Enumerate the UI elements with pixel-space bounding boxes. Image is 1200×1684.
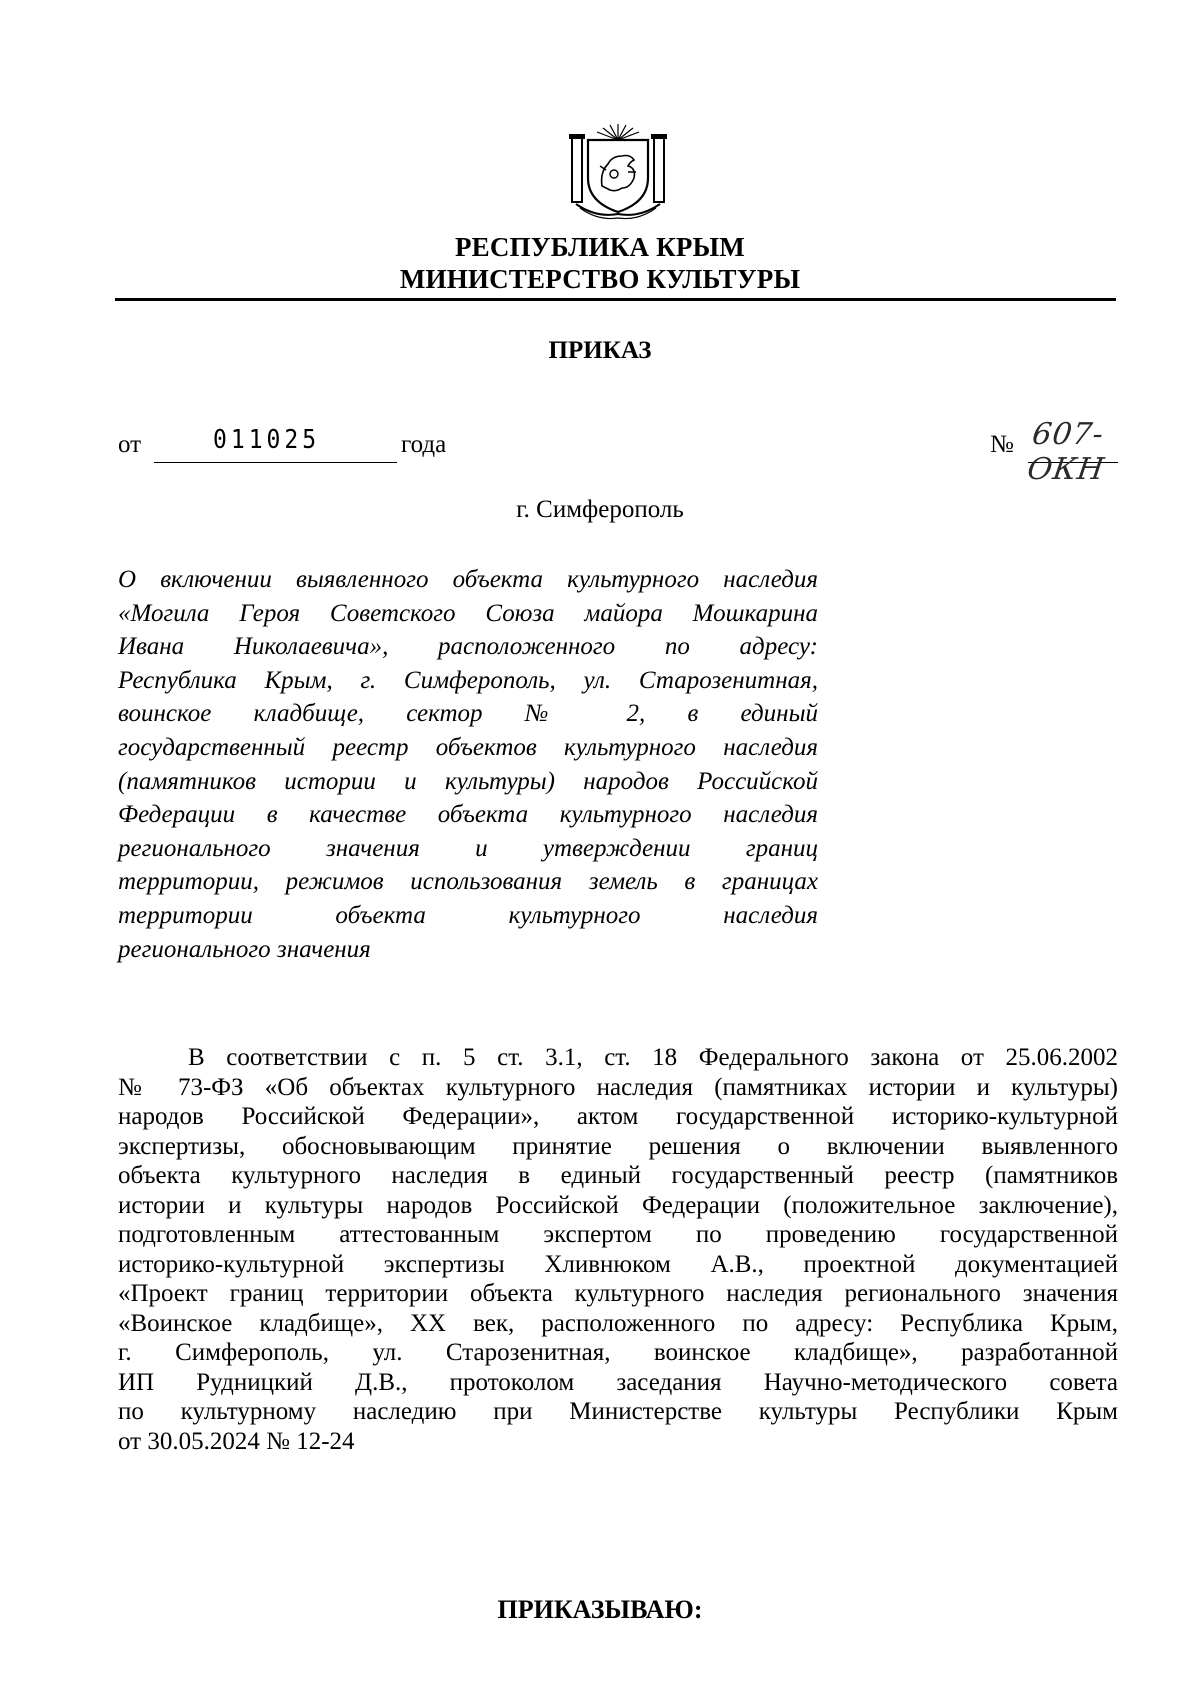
body-line: истории и культуры народов Российской Федерации (положительное заключение), bbox=[118, 1191, 1118, 1219]
order-date-stamp: 011025 bbox=[213, 425, 321, 455]
header-divider bbox=[115, 298, 1116, 301]
body-line: историко-культурной экспертизы Хливнюком А.В., проектной документацией bbox=[118, 1250, 1118, 1278]
body-line: от 30.05.2024 № 12-24 bbox=[118, 1427, 355, 1455]
subject-line: «Могила Героя Советского Союза майора Мошкарина bbox=[118, 599, 818, 627]
body-line: подготовленным аттестованным экспертом по проведению государственной bbox=[118, 1221, 1118, 1248]
preamble-paragraph bbox=[118, 1043, 1118, 1456]
body-line: «Проект границ территории объекта культурного наследия регионального значения bbox=[118, 1280, 1118, 1307]
date-underline bbox=[154, 462, 397, 463]
order-subject bbox=[118, 563, 818, 966]
ministry-heading: МИНИСТЕРСТВО КУЛЬТУРЫ bbox=[399, 264, 801, 294]
republic-heading: РЕСПУБЛИКА КРЫМ bbox=[454, 232, 745, 262]
subject-line: Республика Крым, г. Симферополь, ул. Старозенитная, bbox=[118, 666, 818, 694]
order-number-handwritten: 607-ОКН bbox=[1025, 417, 1107, 487]
subject-line: Ивана Николаевича», расположенного по адресу: bbox=[118, 633, 818, 661]
order-number-row bbox=[990, 417, 1170, 487]
body-line: по культурному наследию при Министерстве культуры Республики Крым bbox=[118, 1398, 1118, 1425]
subject-line: территории объекта культурного наследия bbox=[118, 901, 818, 929]
subject-line: (памятников истории и культуры) народов Российской bbox=[118, 767, 818, 795]
date-prefix: от bbox=[118, 431, 142, 458]
body-line: г. Симферополь, ул. Старозенитная, воинское кладбище», разработанной bbox=[118, 1339, 1118, 1366]
city-line: г. Симферополь bbox=[516, 496, 684, 523]
body-line: объекта культурного наследия в единый государственный реестр (памятников bbox=[118, 1162, 1118, 1189]
subject-line: регионального значения и утверждении границ bbox=[118, 834, 818, 862]
body-line: В соответствии с п. 5 ст. 3.1, ст. 18 Федерального закона от 25.06.2002 bbox=[188, 1044, 1118, 1071]
subject-line: регионального значения bbox=[118, 935, 371, 963]
body-line: экспертизы, обосновывающим принятие решения о включении выявленного bbox=[118, 1132, 1118, 1160]
date-suffix: года bbox=[401, 431, 447, 458]
number-sign: № bbox=[990, 431, 1014, 458]
body-line: народов Российской Федерации», актом государственной историко-культурной bbox=[118, 1103, 1118, 1130]
document-type-title: ПРИКАЗ bbox=[548, 337, 652, 364]
body-line: ИП Рудницкий Д.В., протоколом заседания Научно-методического совета bbox=[118, 1368, 1118, 1396]
decree-heading: ПРИКАЗЫВАЮ: bbox=[497, 1595, 703, 1624]
body-line: «Воинское кладбище», XX век, расположенного по адресу: Республика Крым, bbox=[118, 1309, 1118, 1337]
body-line: № 73-ФЗ «Об объектах культурного наследия (памятниках истории и культуры) bbox=[118, 1073, 1118, 1101]
order-date-row bbox=[118, 425, 458, 467]
subject-line: государственный реестр объектов культурного наследия bbox=[118, 733, 818, 761]
subject-line: О включении выявленного объекта культурного наследия bbox=[118, 566, 818, 593]
crimea-coat-of-arms-icon bbox=[566, 122, 670, 222]
subject-line: воинское кладбище, сектор № 2, в единый bbox=[118, 700, 818, 728]
subject-line: территории, режимов использования земель в границах bbox=[118, 868, 818, 896]
subject-line: Федерации в качестве объекта культурного наследия bbox=[118, 801, 818, 829]
